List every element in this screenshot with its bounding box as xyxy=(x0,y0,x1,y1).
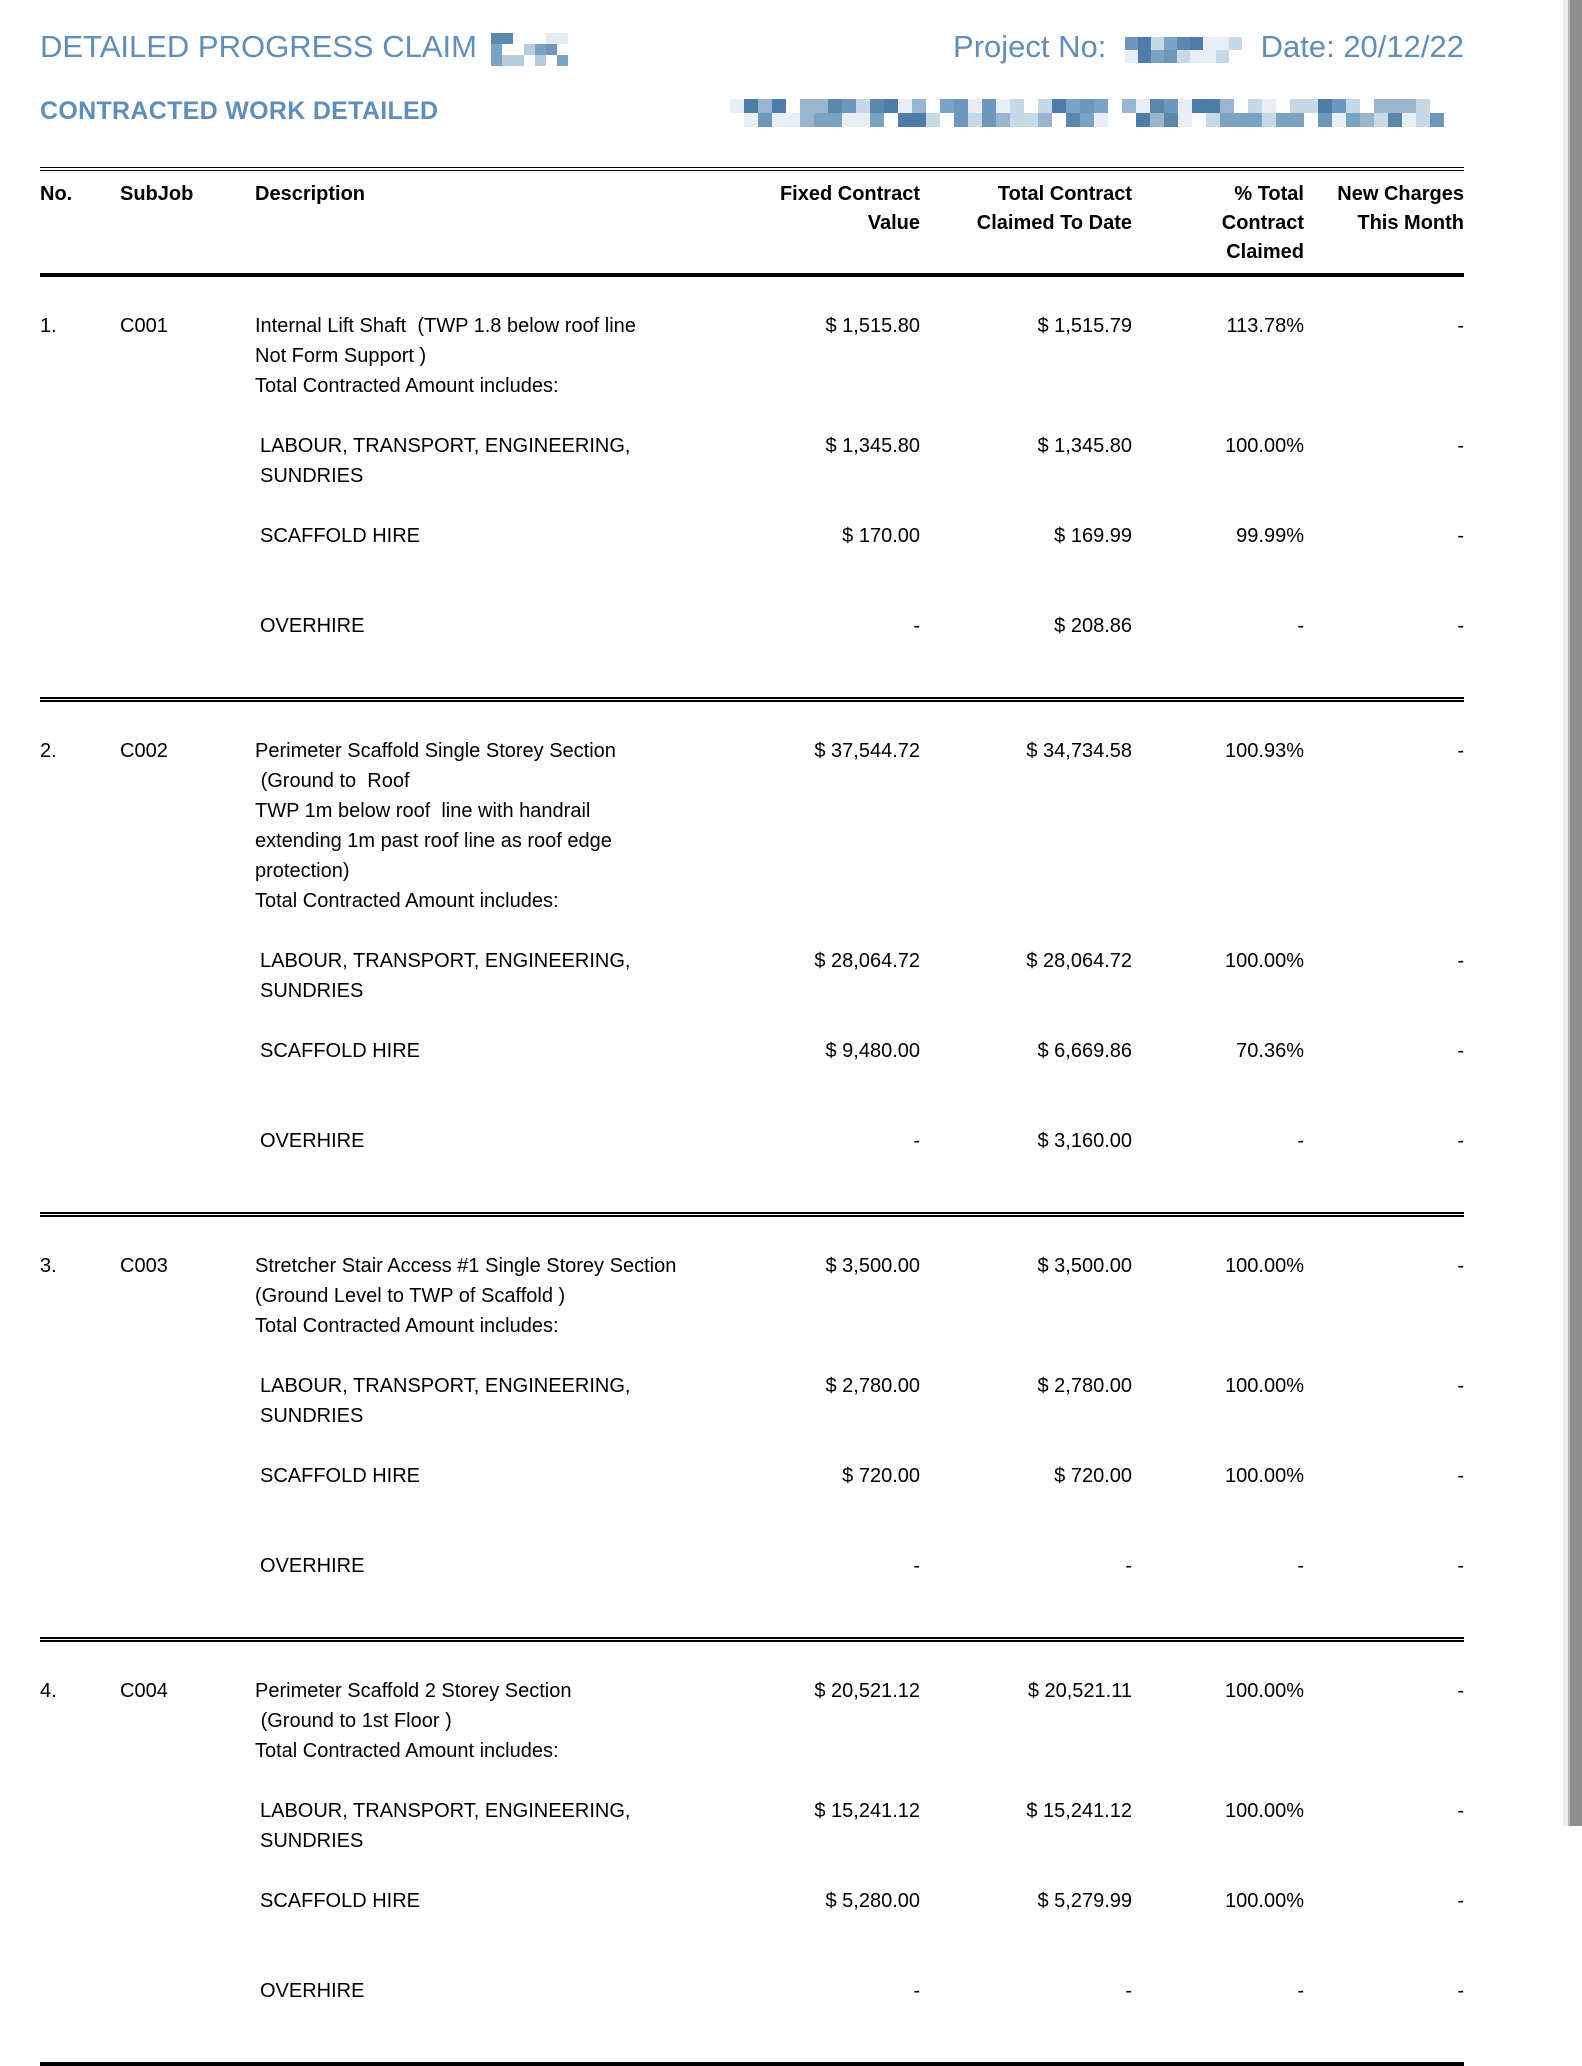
item-number: 2. xyxy=(40,740,57,762)
claim-item-C004 xyxy=(40,1642,1464,2062)
cost-component-line: SUNDRIES xyxy=(260,1830,364,1852)
percent-claimed-value: 100.00% xyxy=(1225,1375,1304,1397)
cost-component-line: OVERHIRE xyxy=(260,615,365,637)
item-description xyxy=(255,736,700,916)
percent-claimed-value: 70.36% xyxy=(1236,1040,1304,1062)
column-header-line: Claimed To Date xyxy=(976,212,1132,234)
description-line: TWP 1m below roof line with handrail xyxy=(255,800,591,822)
table-bottom-rule xyxy=(40,2062,1464,2066)
project-meta xyxy=(953,30,1464,64)
cost-component-line: OVERHIRE xyxy=(260,1555,365,1577)
column-header-line: Fixed Contract xyxy=(779,183,920,205)
fixed-contract-value: - xyxy=(913,1555,920,1577)
fixed-contract-value: $ 28,064.72 xyxy=(814,950,920,972)
description-line: Total Contracted Amount includes: xyxy=(255,890,559,912)
new-charges-value: - xyxy=(1457,615,1464,637)
table-header-row xyxy=(40,171,1464,273)
new-charges-value: - xyxy=(1457,1465,1464,1487)
claimed-to-date-value: $ 20,521.11 xyxy=(1027,1680,1132,1702)
percent-claimed-value: 113.78% xyxy=(1226,315,1304,337)
description-line: Total Contracted Amount includes: xyxy=(255,375,559,397)
cost-component-line: SCAFFOLD HIRE xyxy=(260,1465,421,1487)
cost-component-label xyxy=(255,431,700,491)
section-header xyxy=(40,97,1464,131)
fixed-contract-value: $ 3,500.00 xyxy=(825,1255,920,1277)
contracted-work-table xyxy=(40,167,1464,2066)
description-line: (Ground to Roof xyxy=(255,770,410,792)
cost-component-label xyxy=(255,1886,700,1916)
cost-component-label xyxy=(255,1036,700,1066)
claimed-to-date-value: $ 208.86 xyxy=(1054,615,1132,637)
cost-component-label xyxy=(255,611,700,641)
claimed-to-date-value: - xyxy=(1125,1980,1132,2002)
fixed-contract-value: - xyxy=(913,615,920,637)
claimed-to-date-value: $ 3,160.00 xyxy=(1037,1130,1132,1152)
cost-component-label xyxy=(255,1796,700,1856)
description-line: Total Contracted Amount includes: xyxy=(255,1315,559,1337)
claimed-to-date-value: $ 169.99 xyxy=(1054,525,1132,547)
cost-component-row xyxy=(40,1461,1464,1491)
cost-component-line: SUNDRIES xyxy=(260,1405,364,1427)
column-header-pct xyxy=(1132,180,1304,267)
column-header-line: Claimed xyxy=(1226,241,1304,263)
claimed-to-date-value: $ 28,064.72 xyxy=(1026,950,1132,972)
percent-claimed-value: 100.00% xyxy=(1225,1800,1304,1822)
cost-component-row xyxy=(40,1796,1464,1856)
claimed-to-date-value: $ 720.00 xyxy=(1054,1465,1132,1487)
redacted-project-number xyxy=(1125,37,1242,63)
window-edge-scroll-strip[interactable] xyxy=(1563,0,1582,1826)
item-description xyxy=(255,1676,700,1766)
new-charges-value: - xyxy=(1457,1255,1464,1277)
date-label: Date: 20/12/22 xyxy=(1252,29,1464,64)
redacted-company-name xyxy=(730,99,1444,127)
subjob-code: C004 xyxy=(120,1680,168,1702)
column-header-subjob xyxy=(120,180,255,209)
item-description xyxy=(255,311,700,401)
item-description xyxy=(255,1251,700,1341)
claimed-to-date-value: $ 15,241.12 xyxy=(1026,1800,1132,1822)
cost-component-row xyxy=(40,431,1464,491)
cost-component-row xyxy=(40,611,1464,641)
cost-component-label xyxy=(255,1551,700,1581)
percent-claimed-value: 100.00% xyxy=(1225,1680,1304,1702)
claimed-to-date-value: $ 5,279.99 xyxy=(1037,1890,1132,1912)
redacted-title-suffix xyxy=(491,33,568,66)
column-header-line: Value xyxy=(867,212,920,234)
claimed-to-date-value: - xyxy=(1125,1555,1132,1577)
subjob-code: C002 xyxy=(120,740,168,762)
item-main-row xyxy=(40,736,1464,916)
fixed-contract-value: $ 2,780.00 xyxy=(825,1375,920,1397)
new-charges-value: - xyxy=(1457,315,1464,337)
cost-component-row xyxy=(40,1886,1464,1916)
description-line: Perimeter Scaffold Single Storey Section xyxy=(255,740,616,762)
fixed-contract-value: $ 5,280.00 xyxy=(825,1890,920,1912)
new-charges-value: - xyxy=(1457,950,1464,972)
cost-component-line: SCAFFOLD HIRE xyxy=(260,525,421,547)
page-title: DETAILED PROGRESS CLAIM xyxy=(40,29,477,64)
cost-component-line: OVERHIRE xyxy=(260,1130,365,1152)
project-no-label: Project No: xyxy=(953,29,1115,64)
description-line: Total Contracted Amount includes: xyxy=(255,1740,559,1762)
title-block xyxy=(40,30,568,64)
item-main-row xyxy=(40,311,1464,401)
column-header-description xyxy=(255,180,700,209)
claimed-to-date-value: $ 6,669.86 xyxy=(1037,1040,1132,1062)
item-number: 3. xyxy=(40,1255,57,1277)
cost-component-line: LABOUR, TRANSPORT, ENGINEERING, xyxy=(260,1375,631,1397)
item-main-row xyxy=(40,1251,1464,1341)
description-line: Internal Lift Shaft (TWP 1.8 below roof line xyxy=(255,315,636,337)
cost-component-line: LABOUR, TRANSPORT, ENGINEERING, xyxy=(260,1800,631,1822)
description-line: Perimeter Scaffold 2 Storey Section xyxy=(255,1680,572,1702)
cost-component-label xyxy=(255,1461,700,1491)
new-charges-value: - xyxy=(1457,1890,1464,1912)
column-header-line: This Month xyxy=(1357,212,1464,234)
cost-component-row xyxy=(40,1036,1464,1066)
description-line: (Ground to 1st Floor ) xyxy=(255,1710,452,1732)
cost-component-label xyxy=(255,946,700,1006)
fixed-contract-value: $ 1,515.80 xyxy=(825,315,920,337)
claimed-to-date-value: $ 1,515.79 xyxy=(1037,315,1132,337)
document-header xyxy=(40,0,1464,64)
table-body xyxy=(40,277,1464,2066)
new-charges-value: - xyxy=(1457,1130,1464,1152)
cost-component-row xyxy=(40,1371,1464,1431)
column-header-no xyxy=(40,180,120,209)
subjob-code: C003 xyxy=(120,1255,168,1277)
cost-component-row xyxy=(40,1126,1464,1156)
new-charges-value: - xyxy=(1457,1680,1464,1702)
cost-component-line: SCAFFOLD HIRE xyxy=(260,1040,421,1062)
column-header-line: Description xyxy=(255,183,366,205)
cost-component-line: LABOUR, TRANSPORT, ENGINEERING, xyxy=(260,950,631,972)
column-header-claimed xyxy=(920,180,1132,238)
column-header-line: No. xyxy=(40,183,73,205)
cost-component-row xyxy=(40,1976,1464,2006)
fixed-contract-value: $ 720.00 xyxy=(842,1465,920,1487)
column-header-line: Contract xyxy=(1221,212,1304,234)
new-charges-value: - xyxy=(1457,1555,1464,1577)
claimed-to-date-value: $ 34,734.58 xyxy=(1026,740,1132,762)
percent-claimed-value: - xyxy=(1297,615,1304,637)
new-charges-value: - xyxy=(1457,525,1464,547)
cost-component-label xyxy=(255,1976,700,2006)
cost-component-label xyxy=(255,1371,700,1431)
cost-component-label xyxy=(255,1126,700,1156)
percent-claimed-value: 100.00% xyxy=(1225,1255,1304,1277)
percent-claimed-value: 100.00% xyxy=(1225,1890,1304,1912)
fixed-contract-value: - xyxy=(913,1980,920,2002)
cost-component-line: OVERHIRE xyxy=(260,1980,365,2002)
cost-component-line: LABOUR, TRANSPORT, ENGINEERING, xyxy=(260,435,631,457)
column-header-fixed xyxy=(700,180,920,238)
cost-component-row xyxy=(40,521,1464,551)
claimed-to-date-value: $ 3,500.00 xyxy=(1037,1255,1132,1277)
new-charges-value: - xyxy=(1457,1980,1464,2002)
percent-claimed-value: 100.00% xyxy=(1225,1465,1304,1487)
fixed-contract-value: $ 37,544.72 xyxy=(814,740,920,762)
column-header-line: Total Contract xyxy=(997,183,1132,205)
claim-item-C001 xyxy=(40,277,1464,697)
column-header-new xyxy=(1304,180,1464,238)
new-charges-value: - xyxy=(1457,740,1464,762)
cost-component-line: SUNDRIES xyxy=(260,980,364,1002)
claimed-to-date-value: $ 2,780.00 xyxy=(1037,1375,1132,1397)
fixed-contract-value: - xyxy=(913,1130,920,1152)
claim-item-C003 xyxy=(40,1217,1464,1637)
section-title: CONTRACTED WORK DETAILED xyxy=(40,97,439,125)
column-header-line: % Total xyxy=(1234,183,1304,205)
description-line: protection) xyxy=(255,860,350,882)
item-number: 1. xyxy=(40,315,57,337)
cost-component-line: SCAFFOLD HIRE xyxy=(260,1890,421,1912)
new-charges-value: - xyxy=(1457,1800,1464,1822)
claimed-to-date-value: $ 1,345.80 xyxy=(1037,435,1132,457)
percent-claimed-value: - xyxy=(1297,1130,1304,1152)
fixed-contract-value: $ 9,480.00 xyxy=(825,1040,920,1062)
item-main-row xyxy=(40,1676,1464,1766)
new-charges-value: - xyxy=(1457,435,1464,457)
fixed-contract-value: $ 15,241.12 xyxy=(814,1800,920,1822)
percent-claimed-value: - xyxy=(1297,1555,1304,1577)
cost-component-line: SUNDRIES xyxy=(260,465,364,487)
cost-component-label xyxy=(255,521,700,551)
fixed-contract-value: $ 20,521.12 xyxy=(814,1680,920,1702)
percent-claimed-value: - xyxy=(1297,1980,1304,2002)
percent-claimed-value: 100.00% xyxy=(1225,950,1304,972)
new-charges-value: - xyxy=(1457,1375,1464,1397)
percent-claimed-value: 100.93% xyxy=(1225,740,1304,762)
new-charges-value: - xyxy=(1457,1040,1464,1062)
cost-component-row xyxy=(40,946,1464,1006)
item-number: 4. xyxy=(40,1680,57,1702)
description-line: extending 1m past roof line as roof edge xyxy=(255,830,612,852)
claim-item-C002 xyxy=(40,702,1464,1212)
subjob-code: C001 xyxy=(120,315,168,337)
column-header-line: New Charges xyxy=(1337,183,1464,205)
fixed-contract-value: $ 1,345.80 xyxy=(825,435,920,457)
cost-component-row xyxy=(40,1551,1464,1581)
description-line: Not Form Support ) xyxy=(255,345,427,367)
column-header-line: SubJob xyxy=(120,183,194,205)
percent-claimed-value: 99.99% xyxy=(1236,525,1304,547)
description-line: Stretcher Stair Access #1 Single Storey Section xyxy=(255,1255,677,1277)
description-line: (Ground Level to TWP of Scaffold ) xyxy=(255,1285,566,1307)
percent-claimed-value: 100.00% xyxy=(1225,435,1304,457)
fixed-contract-value: $ 170.00 xyxy=(842,525,920,547)
